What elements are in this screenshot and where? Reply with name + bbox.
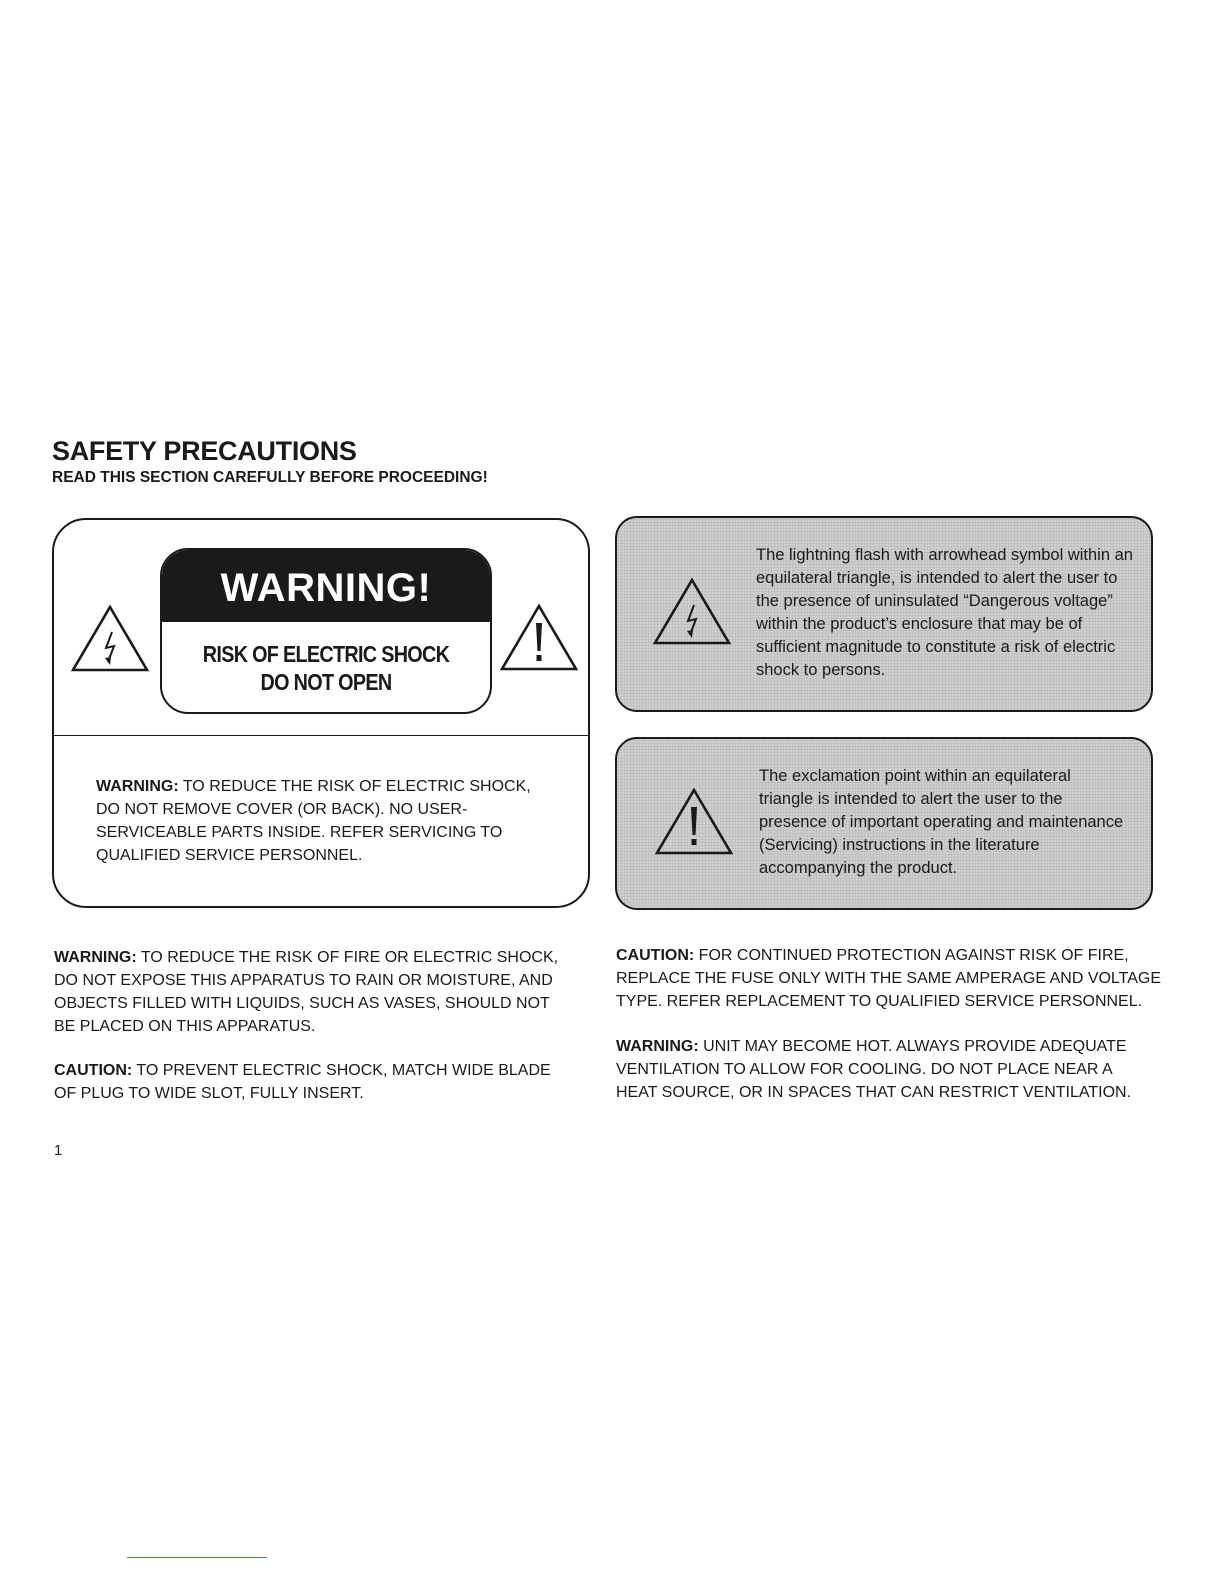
warning-heading: WARNING! [162,550,490,622]
paragraph-lead: WARNING: [54,949,137,966]
paragraph-body: TO REDUCE THE RISK OF FIRE OR ELECTRIC SHOCK, DO NOT EXPOSE THIS APPARATUS TO RAIN OR MOISTURE, AND OBJECTS FILLED WITH LIQUIDS, SUCH AS VASES, SHOULD NOT BE PLACED ON THIS APPARATUS. [54,949,559,1035]
page-title: SAFETY PRECAUTIONS [52,436,357,466]
do-not-open-line: DO NOT OPEN [260,669,392,695]
paragraph-body: UNIT MAY BECOME HOT. ALWAYS PROVIDE ADEQUATE VENTILATION TO ALLOW FOR COOLING. DO NOT PLACE NEAR A HEAT SOURCE, OR IN SPACES THAT CAN RESTRICT VENTILATION. [616,1038,1132,1101]
warning-banner [160,548,492,714]
page-number: 1 [54,1142,63,1159]
exclamation-triangle-icon [499,603,579,673]
page-subtitle: READ THIS SECTION CAREFULLY BEFORE PROCEEDING! [52,469,488,486]
warning-lead: WARNING: [96,778,179,795]
plug-caution [54,1059,564,1105]
lightning-triangle-icon [70,604,150,674]
warning-body: TO REDUCE THE RISK OF ELECTRIC SHOCK, DO NOT REMOVE COVER (OR BACK). NO USER-SERVICEABLE PARTS INSIDE. REFER SERVICING TO QUALIFIED SERVICE PERSONNEL. [96,778,531,864]
paragraph-lead: WARNING: [616,1038,699,1055]
lightning-triangle-icon [652,577,732,647]
fuse-caution [616,944,1176,1013]
exclamation-triangle-icon [654,787,734,857]
divider [127,1557,267,1558]
divider [54,735,588,736]
paragraph-body: TO PREVENT ELECTRIC SHOCK, MATCH WIDE BLADE OF PLUG TO WIDE SLOT, FULLY INSERT. [54,1062,551,1102]
paragraph-lead: CAUTION: [54,1062,133,1079]
fire-shock-warning [54,946,564,1038]
paragraph-body: FOR CONTINUED PROTECTION AGAINST RISK OF FIRE, REPLACE THE FUSE ONLY WITH THE SAME AMPERAGE AND VOLTAGE TYPE. REFER REPLACEMENT TO QUALIFIED SERVICE PERSONNEL. [616,947,1162,1010]
exclamation-symbol-text: The exclamation point within an equilateral triangle is intended to alert the user to the presence of important operating and maintenance (Servicing) instructions in the literature accompanying the product. [759,767,1124,877]
risk-of-shock-line: RISK OF ELECTRIC SHOCK [202,641,450,667]
warning-box-text [96,775,556,867]
paragraph-lead: CAUTION: [616,947,695,964]
hot-unit-warning [616,1035,1156,1104]
lightning-symbol-text: The lightning flash with arrowhead symbol within an equilateral triangle, is intended to alert the user to the presence of uninsulated “Dangerous voltage” within the product’s enclosure that may be of sufficient magnitude to constitute a risk of electric shock to persons. [756,546,1133,679]
